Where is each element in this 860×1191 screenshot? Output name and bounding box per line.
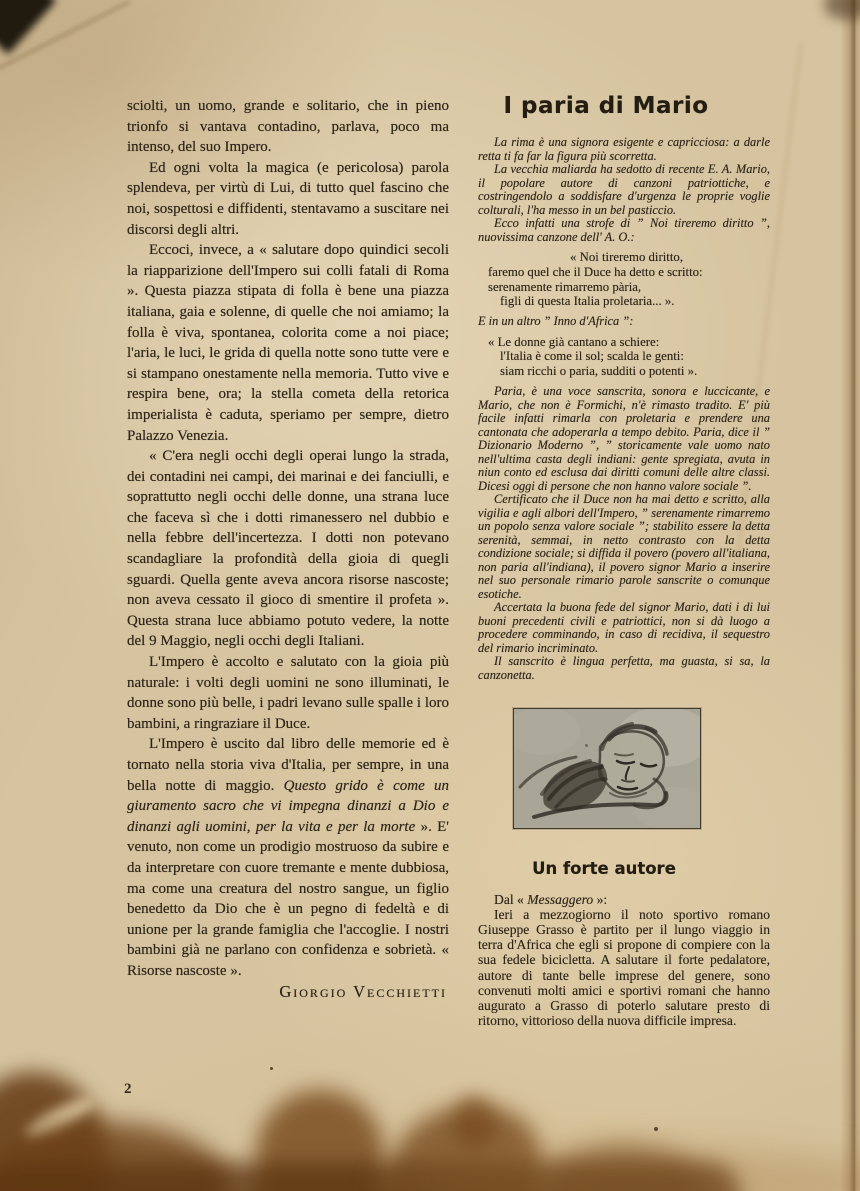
closing-roman-tail: ». E' venuto, non come un prodigio mostruoso da subire e da interpretare con cuore tremante e mente dubbiosa, ma come una creatura del nostro sangue, un figlio benedetto da Dio che è un pegno di fedeltà e di unione per la grande famiglia che l'accoglie. I nostri bambini già ne parlano con confidenza e sobrietà. « Risorse nascoste ». (127, 818, 449, 979)
paragraph: Il sanscrito è lingua perfetta, ma guasta, si sa, la canzonetta. (478, 654, 770, 682)
paragraph: La rima è una signora esigente e capricciosa: a darle retta ti fa far la figura più scorretta. (478, 135, 770, 163)
page-edge-strip (840, 0, 860, 1191)
bottom-shadow (0, 1163, 740, 1191)
paragraph: Ecco infatti una strofe di ” Noi tireremo diritto ”, nuovissima canzone dell' A. O.: (478, 216, 770, 244)
bottom-shadow (388, 1108, 540, 1191)
verse-line: figli di questa Italia proletaria... ». (500, 294, 675, 309)
verse-line: faremo quel che il Duce ha detto e scritto: (488, 264, 703, 279)
paragraph: sciolti, un uomo, grande e solitario, che in pieno trionfo si vantava contadino, parlava, poco ma intenso, del suo Impero. (127, 98, 449, 156)
closing-paragraph (127, 734, 449, 981)
bottom-shadow (542, 1146, 707, 1191)
paragraph: Ieri a mezzogiorno il noto sportivo romano Giuseppe Grasso è partito per il lungo viaggio in terra d'Africa che egli si propone di compiere con la sua fedele bicicletta. A salutare il forte pedalatore, autore di tante belle imprese del genere, sono convenuti molti amici e sportivi romani che hanno augurato a Grasso di poterlo salutare presto di ritorno, vittorioso della nuova difficile impresa. (478, 906, 770, 1029)
paragraph: Accertata la buona fede del signor Mario, dati i di lui buoni precedenti civili e patriottici, non si dà luogo a procedere comminando, in caso di recidiva, il sequestro del rimario incriminato. (478, 600, 770, 655)
paper-speck (654, 1127, 658, 1131)
verse-line: serenamente rimarremo pària, (488, 279, 642, 294)
paper-crease (0, 0, 131, 71)
page-number: 2 (124, 1081, 132, 1097)
song-verse (478, 335, 770, 379)
source-name: Messaggero (527, 891, 594, 907)
verse-line: « Le donne già cantano a schiere: (488, 334, 660, 349)
corner-stain (824, 0, 860, 20)
verse-line: « Noi tireremo diritto, (570, 250, 684, 264)
sleeping-figure-sketch (513, 708, 701, 829)
sleeping-figure-sketch-drawing (514, 709, 700, 828)
right-column (478, 93, 770, 1028)
paragraph: Paria, è una voce sanscrita, sonora e luccicante, e Mario, che non è Formichi, n'è rimasto tradito. E' più facile infatti rimarla con proletaria e prendere una cantonata che adoperarla a tempo debito. Paria, dice il ” Dizionario Moderno ”, ” storicamente vale uomo nato nell'ultima casta degli indiani: gente spregiata, avuta in niun conto ed esclusa dai diritti comuni delle altre classi. Dicesi oggi di persone che non hanno valore sociale ”. (478, 384, 770, 493)
interlude-line: E in un altro ” Inno d'Africa ”: (478, 314, 634, 329)
second-article-heading: Un forte autore (532, 859, 676, 879)
paragraph: « C'era negli occhi degli operai lungo la strada, dei contadini nei campi, dei marinai e dei fanciulli, e soprattutto negli occhi delle donne, una strana luce che faceva sì che i dotti rimanessero nel dubbio e nella febbre dell'incertezza. I dotti non potevano scandagliare la profondità della gioia di quegli sguardi. Quella gente aveva ancora risorse nascoste; non aveva cessato il gioco di smentire il profeta ». Questa strana luce abbiamo potuto vedere, la notte del 9 Maggio, negli occhi degli Italiani. (127, 448, 449, 650)
song-verse (478, 250, 770, 309)
article-title: I paria di Mario (503, 93, 709, 119)
closing-roman-lead: L'Impero è uscito dal libro delle memorie ed è tornato nella storia viva d'Italia, per sempre, in una bella notte di maggio. (127, 736, 449, 794)
bottom-shadow (452, 1096, 496, 1151)
author-signature: Giorgio Vecchietti (279, 981, 447, 1001)
paragraph: Certificato che il Duce non ha mai detto e scritto, alla vigilia e agli albori dell'Impero, ” serenamente rimarremo un popolo senza valore sociale ”; stabilito essere la detta serenità, semmai, in netto contrasto con la detta condizione sociale; si diffida il povero (povero all'italiana, non paria all'indiana), il povero signor Mario a inserire nel suo personale rimario parole sanscrite o comunque esotiche. (478, 492, 770, 601)
paper-speck (585, 744, 588, 747)
verse-line: siam ricchi o paria, sudditi o potenti ». (500, 364, 698, 379)
left-column (127, 96, 449, 1002)
paragraph: L'Impero è accolto e salutato con la gioia più naturale: i volti degli uomini ne sono illuminati, le donne sono più belle, i padri levano sulle spalle i loro bambini, a ringraziare il Duce. (127, 654, 449, 732)
paragraph: Eccoci, invece, a « salutare dopo quindici secoli la riapparizione dell'Impero sui colli fatali di Roma ». Questa piazza stipata di folla è bene una piazza italiana, gaia e solenne, di quelle che noi amiamo; la folla è viva, spontanea, colorita come a noi piace; l'aria, le luci, le grida di quella notte sono tutte vere e si stampano onestamente nella memoria. Tutto vive e respira bene, ora; la stella cometa della retorica imperialista è caduta, speriamo per sempre, dietro Palazzo Venezia. (127, 242, 449, 444)
source-suffix: »: (593, 891, 608, 907)
closing-italic-quote: Questo grido è come un giuramento sacro che vi impegna dinanzi a Dio e dinanzi agli uomini, per la vita e per la morte (127, 777, 449, 835)
torn-corner-shadow (0, 0, 56, 54)
verse-line: l'Italia è come il sol; scalda le genti: (500, 349, 684, 364)
paragraph: Ed ogni volta la magica (e pericolosa) parola splendeva, per virtù di Lui, di tutto quel fascino che noi, sospettosi e diffidenti, stentavamo a suscitare nei discorsi degli altri. (127, 159, 449, 238)
paragraph: La vecchia maliarda ha sedotto di recente E. A. Mario, il popolare autore di canzoni patriottiche, e costringendolo a soddisfare d'urgenza le proprie voglie colturali, l'ha messo in un bel pasticcio. (478, 162, 770, 217)
source-line (478, 892, 770, 907)
paper-speck (270, 1067, 273, 1070)
bottom-shadow (380, 1148, 860, 1191)
source-prefix: Dal « (494, 891, 528, 907)
shadow-light-gap (22, 1091, 100, 1145)
bottom-shadow (256, 1090, 384, 1191)
